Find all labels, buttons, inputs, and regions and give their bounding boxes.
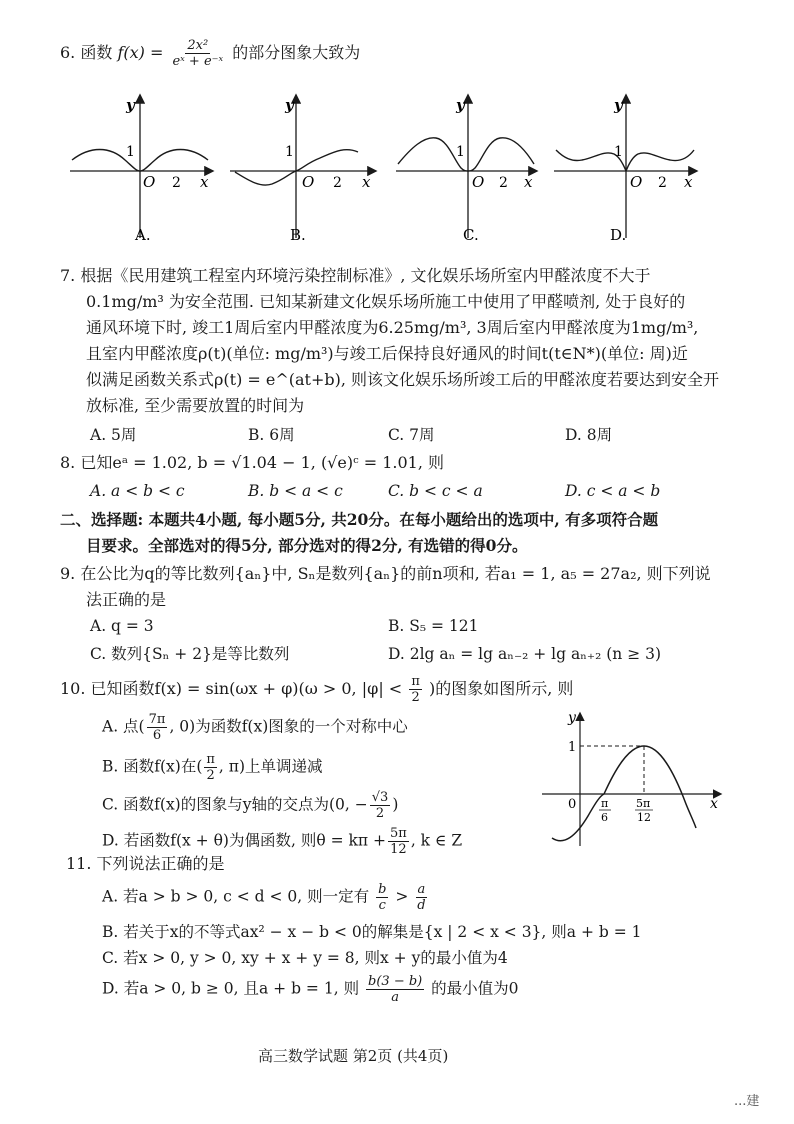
option-d-label: D. <box>610 226 627 244</box>
graph-c-x-label: x <box>524 173 533 191</box>
q10-opta-num: 7π <box>148 712 166 727</box>
q10-optc-den: 2 <box>375 806 385 821</box>
q10-opta-pre: A. 点( <box>102 717 145 736</box>
corner-mark: ...建 <box>734 1094 760 1109</box>
page-footer: 高三数学试题 第2页 (共4页) <box>258 1047 449 1065</box>
graph-a-two-label: 2 <box>172 175 181 191</box>
q6-stem-post: 的部分图象大致为 <box>232 43 361 62</box>
q10-graph-t1-den: 6 <box>601 811 608 824</box>
q11-optd-num: b(3 − b) <box>368 974 423 989</box>
option-c-label: C. <box>463 226 479 244</box>
q7-line-6: 放标准, 至少需要放置的时间为 <box>86 396 305 415</box>
graph-d <box>554 96 696 244</box>
q10-graph-y: y <box>568 710 576 726</box>
q10-optc-pre: C. 函数f(x)的图象与y轴的交点为(0, − <box>102 795 368 814</box>
q6-number: 6. <box>60 43 76 62</box>
q8-option-c: C. b < c < a <box>388 482 483 500</box>
q10-opta-post: , 0)为函数f(x)图象的一个对称中心 <box>169 717 408 736</box>
q10-graph-t2-den: 12 <box>637 811 651 824</box>
q10-optc-post: ) <box>392 795 399 814</box>
q6-fname: f(x) = <box>117 43 164 62</box>
q7-option-c: C. 7周 <box>388 426 435 444</box>
graph-c-y-label: y <box>456 96 465 114</box>
q7-line-5: 似满足函数关系式ρ(t) = e^(at+b), 则该文化娱乐场所竣工后的甲醛浓度若要达到安全开 <box>86 370 720 389</box>
q10-graph-one: 1 <box>568 740 577 755</box>
q6-stem <box>60 38 360 69</box>
graph-d-one-label: 1 <box>614 144 623 160</box>
q11-opta-f1d: c <box>378 898 386 913</box>
q10-optb-frac <box>204 752 217 783</box>
q11-optd-pre: D. 若a > 0, b ≥ 0, 且a + b = 1, 则 <box>102 979 360 998</box>
graph-c <box>396 96 536 244</box>
q11-option-c: C. 若x > 0, y > 0, xy + x + y = 8, 则x + y的最小值为4 <box>102 949 508 967</box>
q10-graph-t2-num: 5π <box>636 797 651 810</box>
q11-optd-frac <box>366 974 424 1005</box>
graph-c-two-label: 2 <box>499 175 508 191</box>
q11-opta-f1n: b <box>378 882 387 897</box>
graph-d-two-label: 2 <box>658 175 667 191</box>
q10-optd-den: 12 <box>390 842 407 857</box>
q11-optd-post: 的最小值为0 <box>431 979 519 998</box>
q10-opta-den: 6 <box>152 728 162 743</box>
q11-opta-f2d: d <box>417 898 426 913</box>
q10-stem-post: )的图象如图所示, 则 <box>428 679 574 698</box>
q11-optd-den: a <box>391 990 399 1005</box>
q10-optd-num: 5π <box>390 826 407 841</box>
q8-option-b: B. b < a < c <box>248 482 343 500</box>
q11-option-b: B. 若关于x的不等式ax² − x − b < 0的解集是{x | 2 < x < 3}, 则a + b = 1 <box>102 923 642 941</box>
q7-option-b: B. 6周 <box>248 426 295 444</box>
q10-stem-pre: 10. 已知函数f(x) = sin(ωx + φ)(ω > 0, |φ| < <box>60 679 403 698</box>
q11-opta-frac1 <box>376 882 388 913</box>
q10-graph <box>538 708 728 848</box>
q10-graph-x: x <box>710 796 718 812</box>
q7-line-3: 通风环境下时, 竣工1周后室内甲醛浓度为6.25mg/m³, 3周后室内甲醛浓度为1mg/m³, <box>86 318 699 337</box>
graph-b-origin-label: O <box>302 173 315 191</box>
q9-option-d: D. 2lg aₙ = lg aₙ₋₂ + lg aₙ₊₂ (n ≥ 3) <box>388 645 662 663</box>
graph-a-y-label: y <box>126 96 135 114</box>
q11-opta-f2n: a <box>417 882 426 897</box>
q6-stem-pre: 函数 <box>80 43 113 62</box>
q6-graphs <box>60 88 720 248</box>
graph-c-origin-label: O <box>472 173 485 191</box>
q10-graph-origin: 0 <box>568 797 577 812</box>
q6-frac-den: eˣ + e⁻ˣ <box>172 54 224 69</box>
q7-option-d: D. 8周 <box>565 426 613 444</box>
graph-b <box>230 96 375 244</box>
section2-line-2: 目要求。全部选对的得5分, 部分选对的得2分, 有选错的得0分。 <box>86 536 528 555</box>
q10-optb-pre: B. 函数f(x)在( <box>102 757 203 776</box>
q10-stem-frac-den: 2 <box>411 690 420 705</box>
q10-optb-den: 2 <box>206 768 215 783</box>
graph-a-one-label: 1 <box>126 144 135 160</box>
q10-option-b <box>102 752 323 783</box>
q11-option-d <box>102 974 519 1005</box>
q8-stem: 8. 已知eᵃ = 1.02, b = √1.04 − 1, (√e)ᶜ = 1.01, 则 <box>60 453 445 472</box>
graph-c-one-label: 1 <box>456 144 465 160</box>
q10-optb-post: , π)上单调递减 <box>218 757 323 776</box>
option-a-label: A. <box>135 226 151 244</box>
graph-a-x-label: x <box>200 173 209 191</box>
graph-b-y-label: y <box>285 96 294 114</box>
q10-optc-num: √3 <box>371 790 389 805</box>
q9-line-1: 9. 在公比为q的等比数列{aₙ}中, Sₙ是数列{aₙ}的前n项和, 若a₁ = 1, a₅ = 27a₂, 则下列说 <box>60 564 711 583</box>
graph-a-origin-label: O <box>143 173 156 191</box>
q10-stem-frac <box>409 674 422 705</box>
q10-optb-num: π <box>206 752 215 767</box>
graph-b-x-label: x <box>362 173 371 191</box>
graph-b-one-label: 1 <box>285 144 294 160</box>
graph-b-two-label: 2 <box>333 175 342 191</box>
q11-opta-frac2 <box>415 882 427 913</box>
q11-opta-gt: > <box>395 887 409 906</box>
q11-opta-pre: A. 若a > b > 0, c < d < 0, 则一定有 <box>102 887 370 906</box>
q10-optc-frac <box>370 790 391 821</box>
q10-stem <box>60 674 573 705</box>
q7-line-2: 0.1mg/m³ 为安全范围. 已知某新建文化娱乐场所施工中使用了甲醛喷剂, 处于良好的 <box>86 292 686 311</box>
q9-line-2: 法正确的是 <box>86 590 167 609</box>
section2-line-1: 二、选择题: 本题共4小题, 每小题5分, 共20分。在每小题给出的选项中, 有多项符合题 <box>60 510 659 529</box>
q10-optd-pre: D. 若函数f(x + θ)为偶函数, 则θ = kπ + <box>102 831 386 850</box>
graph-d-x-label: x <box>684 173 693 191</box>
q10-option-a <box>102 712 408 743</box>
q8-option-d: D. c < a < b <box>565 482 661 500</box>
q8-option-a: A. a < b < c <box>90 482 185 500</box>
q10-graph-t1-num: π <box>601 797 609 810</box>
option-b-label: B. <box>290 226 306 244</box>
q10-stem-frac-num: π <box>411 674 420 689</box>
q7-line-1: 7. 根据《民用建筑工程室内环境污染控制标准》, 文化娱乐场所室内甲醛浓度不大于 <box>60 266 651 285</box>
q10-optd-post: , k ∈ Z <box>410 831 463 850</box>
q10-option-c <box>102 790 398 821</box>
q7-option-a: A. 5周 <box>90 426 137 444</box>
q9-option-b: B. S₅ = 121 <box>388 617 479 635</box>
graph-a <box>70 96 212 244</box>
graph-d-origin-label: O <box>630 173 643 191</box>
q9-option-c: C. 数列{Sₙ + 2}是等比数列 <box>90 645 290 663</box>
q9-option-a: A. q = 3 <box>90 617 154 635</box>
q10-optd-frac <box>388 826 409 857</box>
q6-frac-num: 2x² <box>187 38 209 53</box>
q11-stem: 11. 下列说法正确的是 <box>66 854 225 873</box>
q6-fraction <box>170 38 225 69</box>
q10-opta-frac <box>147 712 168 743</box>
q7-line-4: 且室内甲醛浓度ρ(t)(单位: mg/m³)与竣工后保持良好通风的时间t(t∈N*)(单位: 周)近 <box>86 344 688 363</box>
q11-option-a <box>102 882 430 913</box>
graph-d-y-label: y <box>614 96 623 114</box>
